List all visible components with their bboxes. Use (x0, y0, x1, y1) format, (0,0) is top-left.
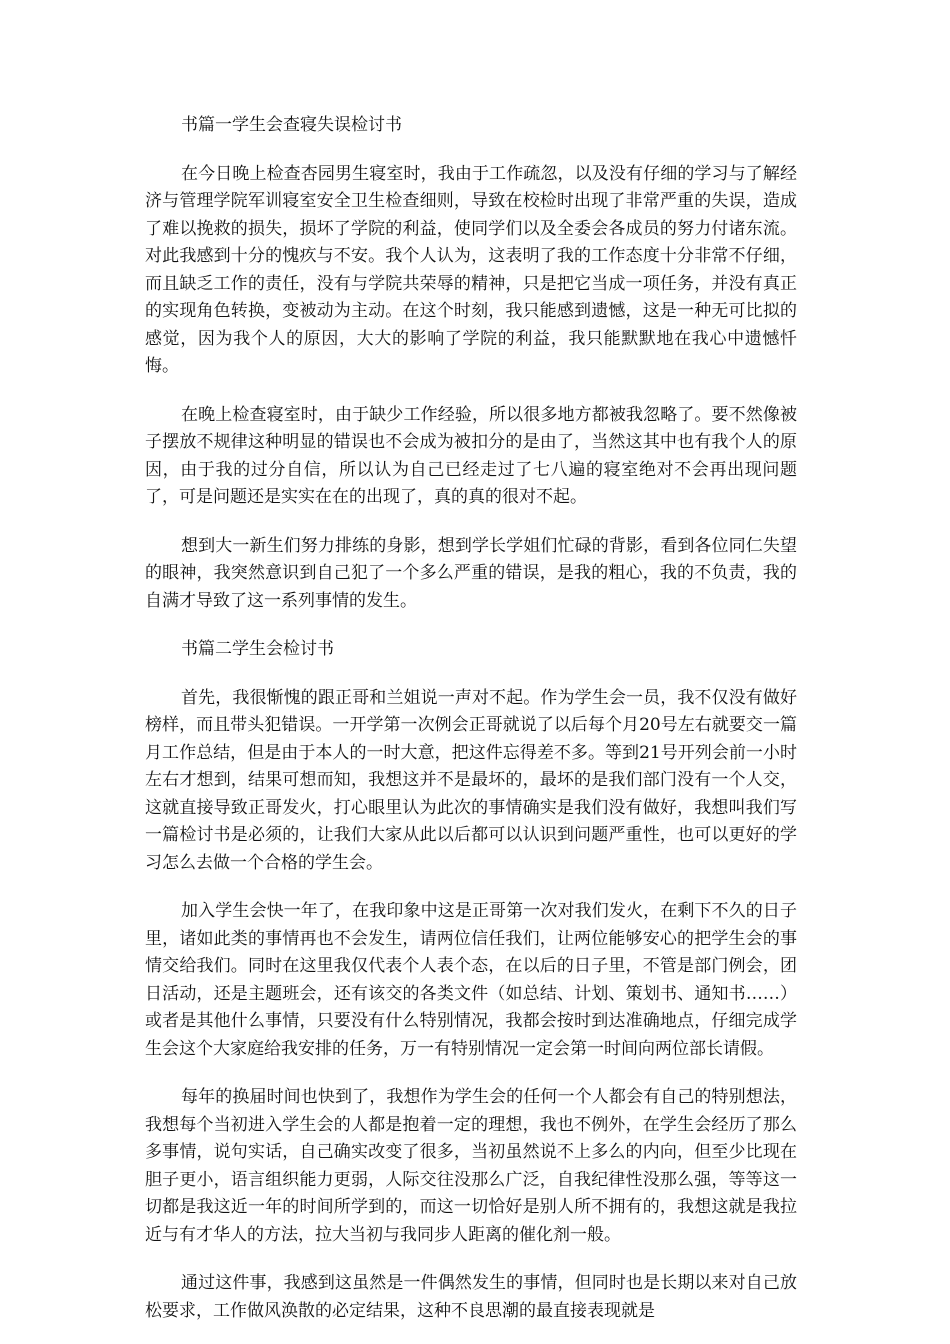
section-heading-2: 书篇二学生会检讨书 (181, 639, 334, 659)
paragraph: 每年的换届时间也快到了，我想作为学生会的任何一个人都会有自己的特别想法，我想每个当初进入学生会的人都是抱着一定的理想，我也不例外，在学生会经历了那么多事情，说句实话，自己确实改变了很多，当初虽然说不上多么的内向，但至少比现在胆子更小，语言组织能力更弱，人际交往没那么广泛，自我纪律性没那么强，等等这一切都是我这近一年的时间所学到的，而这一切恰好是别人所不拥有的，我想这就是我拉近与有才华人的方法，拉大当初与我同步人距离的催化剂一般。 (145, 1087, 797, 1245)
paragraph: 在今日晚上检查杏园男生寝室时，我由于工作疏忽，以及没有仔细的学习与了解经济与管理学院军训寝室安全卫生检查细则，导致在校检时出现了非常严重的失误，造成了难以挽救的损失，损坏了学院的利益，使同学们以及全委会各成员的努力付诸东流。对此我感到十分的愧疚与不安。我个人认为，这表明了我的工作态度十分非常不仔细，而且缺乏工作的责任，没有与学院共荣辱的精神，只是把它当成一项任务，并没有真正的实现角色转换，变被动为主动。在这个时刻，我只能感到遗憾，这是一种无可比拟的感觉，因为我个人的原因，大大的影响了学院的利益，我只能默默地在我心中遗憾忏悔。 (145, 163, 797, 376)
paragraph: 加入学生会快一年了，在我印象中这是正哥第一次对我们发火，在剩下不久的日子里，诸如此类的事情再也不会发生，请两位信任我们，让两位能够安心的把学生会的事情交给我们。同时在这里我仅代表个人表个态，在以后的日子里，不管是部门例会，团日活动，还是主题班会，还有该交的各类文件（如总结、计划、策划书、通知书……）或者是其他什么事情，只要没有什么特别情况，我都会按时到达准确地点，仔细完成学生会这个大家庭给我安排的任务，万一有特别情况一定会第一时间向两位部长请假。 (145, 901, 797, 1059)
paragraph: 想到大一新生们努力排练的身影，想到学长学姐们忙碌的背影，看到各位同仁失望的眼神，我突然意识到自己犯了一个多么严重的错误，是我的粗心，我的不负责，我的自满才导致了这一系列事情的发生。 (145, 535, 797, 611)
paragraph: 通过这件事，我感到这虽然是一件偶然发生的事情，但同时也是长期以来对自己放松要求，工作做风涣散的必定结果，这种不良思潮的最直接表现就是 (145, 1273, 797, 1321)
paragraph: 在晚上检查寝室时，由于缺少工作经验，所以很多地方都被我忽略了。要不然像被子摆放不规律这种明显的错误也不会成为被扣分的是由了，当然这其中也有我个人的原因，由于我的过分自信，所以认为自己已经走过了七八遍的寝室绝对不会再出现问题了，可是问题还是实实在在的出现了，真的真的很对不起。 (145, 404, 797, 507)
document-page (145, 112, 797, 1325)
paragraph: 首先，我很惭愧的跟正哥和兰姐说一声对不起。作为学生会一员，我不仅没有做好榜样，而且带头犯错误。一开学第一次例会正哥就说了以后每个月20号左右就要交一篇月工作总结，但是由于本人的一时大意，把这件忘得差不多。等到21号开列会前一小时左右才想到，结果可想而知，我想这并不是最坏的，最坏的是我们部门没有一个人交，这就直接导致正哥发火，打心眼里认为此次的事情确实是我们没有做好，我想叫我们写一篇检讨书是必须的，让我们大家从此以后都可以认识到问题严重性，也可以更好的学习怎么去做一个合格的学生会。 (145, 687, 797, 873)
section-heading-1: 书篇一学生会查寝失误检讨书 (181, 115, 402, 135)
